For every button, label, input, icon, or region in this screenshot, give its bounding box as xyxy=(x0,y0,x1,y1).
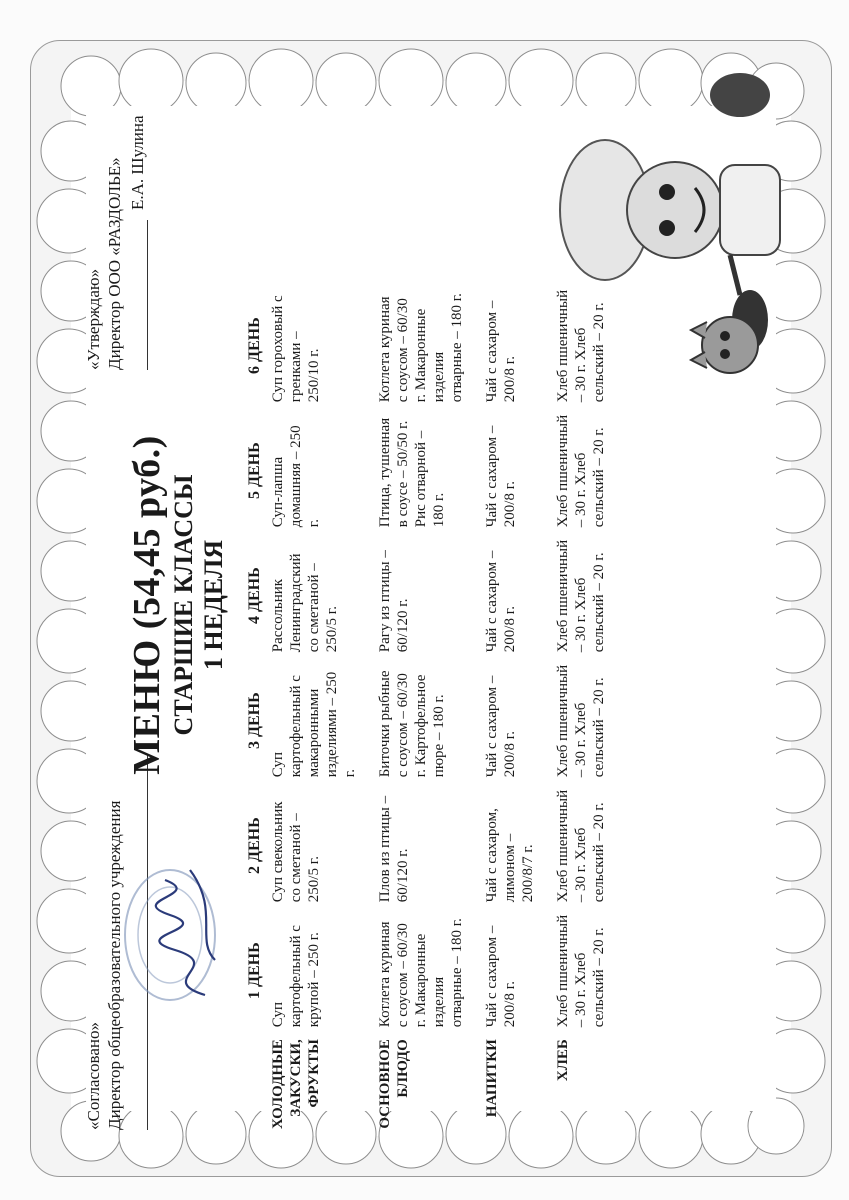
menu-cell: Птица, тушенная в соусе – 50/50 г. Рис отварной – 180 г. xyxy=(377,417,447,528)
day-header: 1 ДЕНЬ xyxy=(246,942,263,1000)
row-category xyxy=(551,1033,622,1135)
category-line: ХЛЕБ xyxy=(555,1039,571,1082)
menu-cell: Хлеб пшеничный – 30 г. Хлеб сельский – 20 г. xyxy=(555,289,607,403)
approval-left-position: Директор общеобразовательного учреждения xyxy=(105,800,124,1130)
days-header-row xyxy=(243,283,266,1135)
day-header: 4 ДЕНЬ xyxy=(246,567,263,625)
approval-right-position: Директор ООО «РАЗДОЛЬЕ» xyxy=(105,157,124,370)
category-line: БЛЮДО xyxy=(395,1039,411,1098)
menu-cell: Суп гороховый с гренками – 250/10 г. xyxy=(270,295,322,403)
menu-cell: Суп картофельный с макаронными изделиями – 250 г. xyxy=(270,671,358,778)
category-line: ХОЛОДНЫЕ xyxy=(270,1039,286,1129)
menu-cell: Чай с сахаром – 200/8 г. xyxy=(484,550,518,653)
menu-cell: Хлеб пшеничный – 30 г. Хлеб сельский – 20 г. xyxy=(555,789,607,903)
menu-title: МЕНЮ (54,45 руб.) xyxy=(126,435,168,775)
menu-cell: Хлеб пшеничный – 30 г. Хлеб сельский – 20 г. xyxy=(555,414,607,528)
menu-cell: Хлеб пшеничный – 30 г. Хлеб сельский – 20 г. xyxy=(555,664,607,778)
row-category xyxy=(373,1033,480,1135)
row-category xyxy=(266,1033,373,1135)
menu-cell: Котлета куриная с соусом – 60/30 г. Макаронные изделия отварные – 180 г. xyxy=(377,293,465,403)
corner-cell xyxy=(243,1033,266,1135)
category-line: ФРУКТЫ xyxy=(306,1039,322,1108)
cat-cartoon-icon xyxy=(685,300,775,390)
day-header: 2 ДЕНЬ xyxy=(246,817,263,875)
menu-cell: Чай с сахаром – 200/8 г. xyxy=(484,675,518,778)
menu-cell: Суп свекольник со сметаной – 250/5 г. xyxy=(270,801,322,903)
menu-cell: Плов из птицы – 60/120 г. xyxy=(377,795,411,903)
menu-cell: Рассольник Ленинградский со сметаной – 250/5 г. xyxy=(270,553,340,653)
approval-right-label: «Утверждаю» xyxy=(84,268,103,370)
menu-title-block xyxy=(125,50,229,1160)
menu-cell: Чай с сахаром, лимоном – 200/8/7 г. xyxy=(484,808,536,903)
menu-subtitle-week: 1 НЕДЕЛЯ xyxy=(199,539,228,671)
table-row xyxy=(266,283,373,1135)
category-line: НАПИТКИ xyxy=(484,1039,500,1118)
table-row xyxy=(373,283,480,1135)
menu-cell: Хлеб пшеничный – 30 г. Хлеб сельский – 20 г. xyxy=(555,539,607,653)
menu-cell: Котлета куриная с соусом – 60/30 г. Макаронные изделия отварные – 180 г. xyxy=(377,918,465,1028)
day-header: 3 ДЕНЬ xyxy=(246,692,263,750)
menu-cell: Суп картофельный с крупой – 250 г. xyxy=(270,925,322,1028)
category-line: ОСНОВНОЕ xyxy=(377,1039,393,1129)
day-header: 5 ДЕНЬ xyxy=(246,442,263,500)
menu-cell: Рагу из птицы – 60/120 г. xyxy=(377,550,411,653)
menu-cell: Чай с сахаром – 200/8 г. xyxy=(484,425,518,528)
day-header: 6 ДЕНЬ xyxy=(246,317,263,375)
approval-right-name: Е.А. Шулина xyxy=(128,115,147,210)
menu-cell: Хлеб пшеничный – 30 г. Хлеб сельский – 20 г. xyxy=(555,914,607,1028)
category-line: ЗАКУСКИ, xyxy=(288,1039,304,1117)
menu-cell: Суп-лапша домашняя – 250 г. xyxy=(270,425,322,528)
menu-subtitle-classes: СТАРШИЕ КЛАССЫ xyxy=(169,474,198,736)
table-row xyxy=(551,283,622,1135)
row-category xyxy=(480,1033,551,1135)
approval-left-label: «Согласовано» xyxy=(84,1022,103,1130)
menu-table xyxy=(243,283,622,1135)
menu-cell: Биточки рыбные с соусом – 60/30 г. Картофельное пюре – 180 г. xyxy=(377,670,447,778)
menu-cell: Чай с сахаром – 200/8 г. xyxy=(484,925,518,1028)
menu-sheet xyxy=(65,50,835,1160)
menu-cell: Чай с сахаром – 200/8 г. xyxy=(484,300,518,403)
table-row xyxy=(480,283,551,1135)
